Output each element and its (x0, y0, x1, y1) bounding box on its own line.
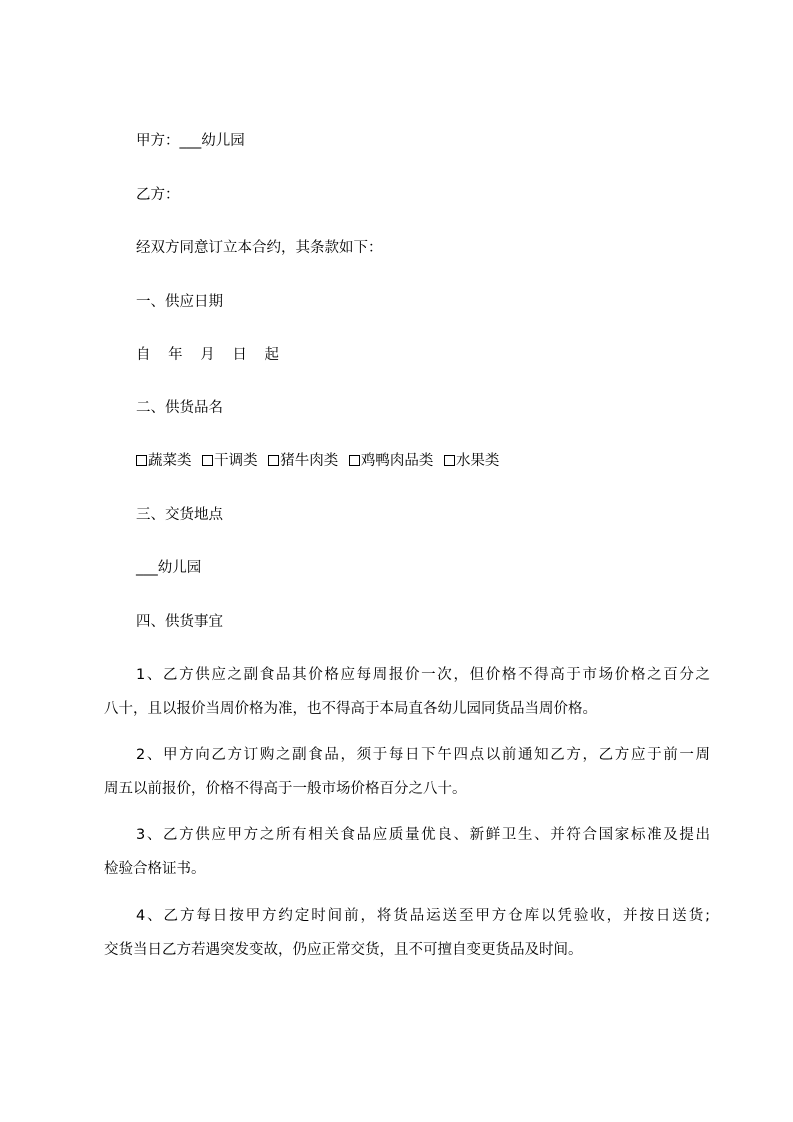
supply-date-row (136, 345, 292, 365)
section1-heading: 一、供应日期 (136, 294, 223, 310)
clause-line: 周五以前报价，价格不得高于一般市场价格百分之八十。 (104, 781, 467, 797)
clause-4 (104, 906, 710, 974)
clause-2 (104, 745, 710, 813)
clause-line: 1、乙方供应之副食品其价格应每周报价一次，但价格不得高于市场价格之百分之 (136, 667, 710, 683)
clause-line: 检验合格证书。 (104, 861, 206, 877)
clause-line: 4、乙方每日按甲方约定时间前，将货品运送至甲方仓库以凭验收，并按日送货; (136, 908, 710, 924)
goods-option-dry-seasonings[interactable] (202, 451, 258, 471)
clause-1 (104, 665, 710, 733)
goods-option-poultry[interactable] (349, 451, 434, 471)
checkbox-icon[interactable] (202, 455, 213, 466)
section4-heading: 四、供货事宜 (136, 614, 223, 630)
section3-heading: 三、交货地点 (136, 507, 223, 523)
party-a-line: 甲方：___幼儿园 (136, 133, 245, 149)
goods-option-label: 鸡鸭肉品类 (360, 453, 434, 469)
section2-heading: 二、供货品名 (136, 400, 223, 416)
goods-option-label: 干调类 (214, 453, 258, 469)
clause-line: 交货当日乙方若遇突发变故，仍应正常交货，且不可擅自变更货品及时间。 (104, 942, 583, 958)
date-part-day: 日 (232, 347, 247, 363)
date-part-year: 年 (168, 347, 183, 363)
clause-3 (104, 825, 710, 893)
delivery-location: ___幼儿园 (136, 560, 202, 576)
goods-option-label: 猪牛肉类 (280, 453, 339, 469)
clause-line: 八十，且以报价当周价格为准，也不得高于本局直各幼儿园同货品当周价格。 (104, 701, 597, 717)
goods-option-pork-beef[interactable] (268, 451, 338, 471)
checkbox-icon[interactable] (136, 455, 147, 466)
goods-checkbox-row (136, 451, 505, 471)
clause-line: 3、乙方供应甲方之所有相关食品应质量优良、新鲜卫生、并符合国家标准及提出 (136, 827, 710, 843)
date-part-month: 月 (200, 347, 215, 363)
party-b-line: 乙方： (136, 187, 180, 203)
goods-option-label: 蔬菜类 (148, 453, 192, 469)
date-part-start: 起 (264, 347, 279, 363)
goods-option-vegetables[interactable] (136, 451, 192, 471)
goods-option-label: 水果类 (455, 453, 500, 469)
date-part-from: 自 (136, 347, 151, 363)
checkbox-icon[interactable] (349, 455, 360, 466)
checkbox-icon[interactable] (268, 455, 279, 466)
clause-line: 2、甲方向乙方订购之副食品，须于每日下午四点以前通知乙方，乙方应于前一周 (136, 747, 710, 763)
goods-option-fruit[interactable] (444, 451, 500, 471)
checkbox-icon[interactable] (444, 455, 455, 466)
intro-line: 经双方同意订立本合约，其条款如下： (136, 240, 383, 256)
